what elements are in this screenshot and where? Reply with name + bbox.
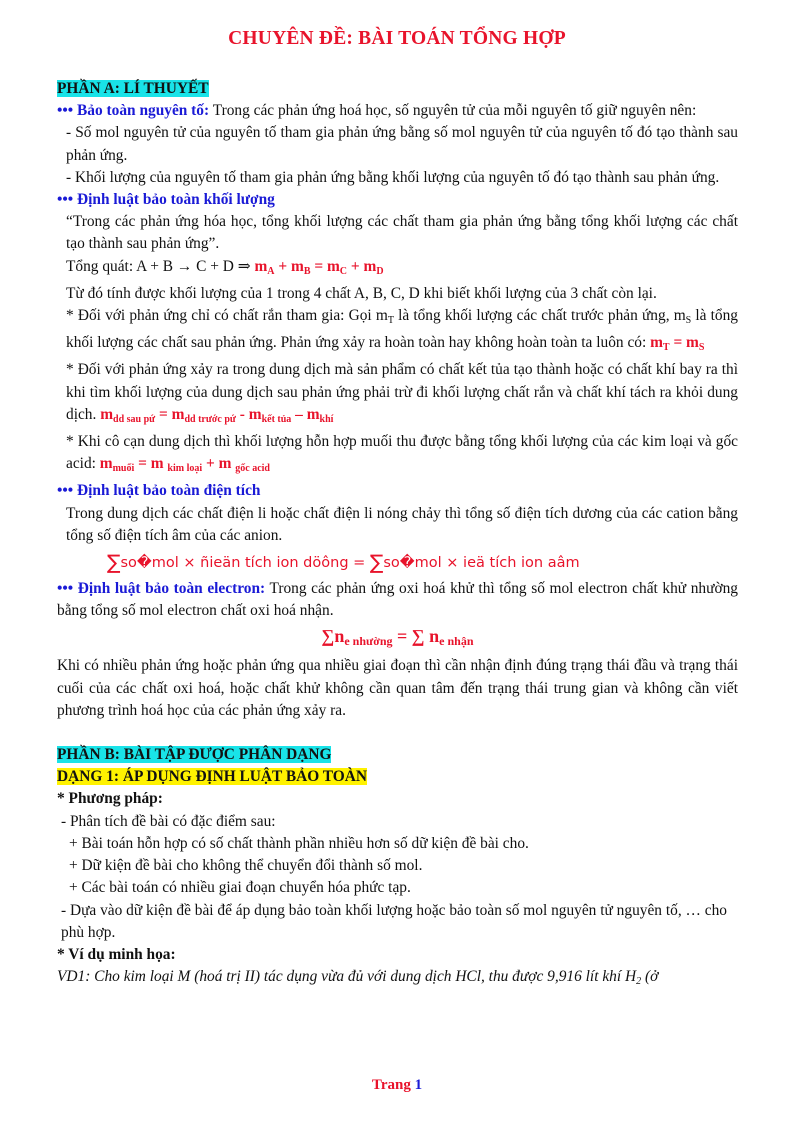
section-charge-conservation: ••• Định luật bảo toàn điện tích [57,482,261,500]
mass-law-salt: * Khi cô cạn dung dịch thì khối lượng hỗn hợp muối thu được bằng tổng khối lượng của các kim loại và gốc acid: $m_{muối} = m$ $_{kim loại}$ + m $_{gốc acid}$ [66,433,738,475]
electron-law-formula: $\sum n_{e nhường}$ = ∑ $n_{e nhận}$ [321,626,474,649]
method-heading: * Phương pháp: [57,790,163,808]
mass-law-solution: * Đối với phản ứng xảy ra trong dung dịch mà sản phẩm có chất kết tủa tạo thành hoặc có chất khí bay ra thì khi tìm khối lượng của dung dịch sau phản ứng phải trừ đi khối lượng chất rắn và chất khí tách ra khỏi dung dịch. $m_{dd sau pứ} = m_{dd trước pứ} - m_{kết tủa} - m_{khí}$ [66,361,738,425]
example-heading: * Ví dụ minh họa: [57,945,176,963]
electron-law-note: Khi có nhiều phản ứng hoặc phản ứng qua nhiều giai đoạn thì cần nhận định đúng trạng thái đầu và trạng thái cuối của các chất oxi hoá, hoặc chất khử không cần quan tâm đến trạng thái trung gian và không cần viết phương trình hoá học của các phản ứng xảy ra. [57,657,738,719]
element-rule-2: - Khối lượng của nguyên tố tham gia phản ứng bằng khối lượng của nguyên tố đó tạo thành sau phản ứng. [66,168,720,186]
document-body [57,78,738,993]
page-title: CHUYÊN ĐỀ: BÀI TOÁN TỔNG HỢP [228,28,566,49]
mass-law-quote: “Trong các phản ứng hóa học, tổng khối lượng các chất tham gia phản ứng bằng tổng khối lượng các chất tạo thành sau phản ứng”. [66,213,738,253]
mass-law-usage: Từ đó tính được khối lượng của 1 trong 4 chất A, B, C, D khi biết khối lượng của 3 chất còn lại. [66,284,657,302]
example-vd1: VD1: Cho kim loại M (hoá trị II) tác dụng vừa đủ với dung dịch HCl, thu được 9,916 lít khí $H_2$ (ở [57,968,659,988]
page-number: 1 [414,1077,423,1093]
method-item-4: + Các bài toán có nhiều giai đoạn chuyển hóa phức tạp. [69,879,411,897]
section-mass-conservation: ••• Định luật bảo toàn khối lượng [57,191,275,209]
charge-law-formula: ∑so�mol × ñieän tích ion döông = ∑so�mol × ieä tích ion aâm [107,550,580,575]
charge-law-text: Trong dung dịch các chất điện li hoặc chất điện li nóng chảy thì tổng số điện tích dương của các cation bằng tổng số điện tích âm của các anion. [66,504,738,544]
mass-law-formula: $m_A + m_B = m_C + m_D$ [254,257,384,277]
method-item-3: + Dữ kiện đề bài cho không thể chuyển đổi thành số mol. [69,857,423,875]
element-rule-1: - Số mol nguyên tử của nguyên tố tham gia phản ứng bằng số mol nguyên tử của nguyên tố đó tạo thành sau phản ứng. [66,124,738,164]
method-item-2: + Bài toán hỗn hợp có số chất thành phần nhiều hơn số dữ kiện đề bài cho. [69,834,529,852]
section-element-conservation: ••• Bảo toàn nguyên tố: Trong các phản ứng hoá học, số nguyên tử của mỗi nguyên tố giữ nguyên nên: [57,102,697,120]
page-footer [0,1077,794,1094]
method-item-1: - Phân tích đề bài có đặc điểm sau: [61,812,276,830]
section-electron-conservation: ••• Định luật bảo toàn electron: Trong các phản ứng oxi hoá khử thì tổng số mol electron chất khử nhường bằng tổng số mol electron chất oxi hoá nhận. [57,580,738,620]
method-item-5: - Dựa vào dữ kiện đề bài để áp dụng bảo toàn khối lượng hoặc bảo toàn số mol nguyên tử nguyên tố, … cho phù hợp. [61,901,727,941]
page-label: Trang [371,1077,415,1093]
part-a-heading: PHẦN A: LÍ THUYẾT [57,80,209,97]
mass-law-solid: * Đối với phản ứng chỉ có chất rắn tham gia: Gọi $m_T$ là tổng khối lượng các chất trước phản ứng, $m_S$ là tổng khối lượng các chất sau phản ứng. Phản ứng xảy ra hoàn toàn hay không hoàn toàn ta luôn có: $m_T = m_S$ [66,307,738,354]
part-b-heading: PHẦN B: BÀI TẬP ĐƯỢC PHÂN DẠNG [57,746,332,764]
type-1-heading: DẠNG 1: ÁP DỤNG ĐỊNH LUẬT BẢO TOÀN [57,768,367,786]
mass-law-general: Tổng quát: A + B → C + D ⇒ $m_A + m_B = m_C + m_D$ [66,257,384,277]
